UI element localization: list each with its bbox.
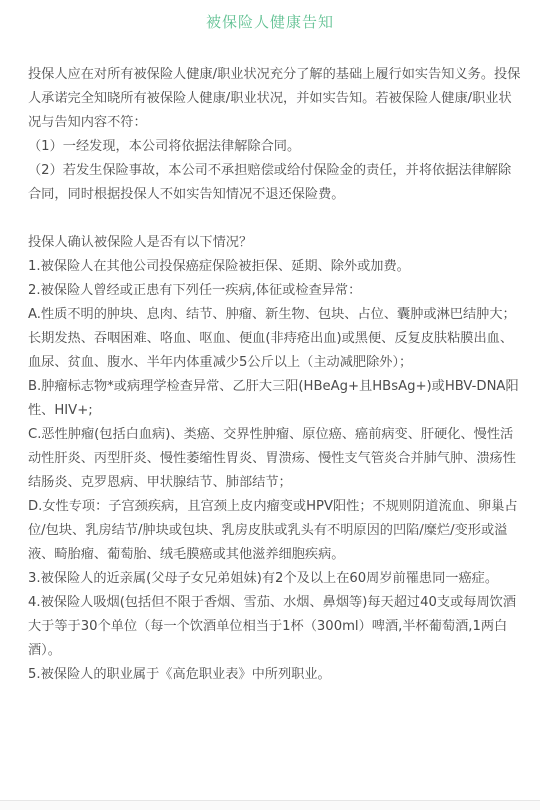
- condition-item-2: 2.被保险人曾经或正患有下列任一疾病,体征或检查异常：: [28, 283, 362, 298]
- notice-clause-1: （1）一经发现，本公司将依据法律解除合同。: [28, 139, 301, 154]
- paragraph-spacer: [28, 207, 524, 231]
- page-title: 被保险人健康告知: [205, 13, 334, 31]
- condition-item-5: 5.被保险人的职业属于《高危职业表》中所列职业。: [28, 667, 331, 682]
- condition-item-2d: D.女性专项：子宫颈疾病，且宫颈上皮内瘤变或HPV阳性；不规则阴道流血、卵巢占位/包块、乳房结节/肿块或包块、乳房皮肤或乳头有不明原因的凹陷/糜烂/变形或溢液、畸胎瘤、葡萄胎、绒毛膜癌或其他滋养细胞疾病。: [28, 499, 518, 562]
- confirm-question: 投保人确认被保险人是否有以下情况？: [28, 235, 253, 250]
- notice-body: [28, 63, 524, 687]
- condition-item-2a: A.性质不明的肿块、息肉、结节、肿瘤、新生物、包块、占位、囊肿或淋巴结肿大；长期发热、吞咽困难、咯血、呕血、便血(非痔疮出血)或黑便、反复皮肤粘膜出血、血尿、贫血、腹水、半年内体重减少5公斤以上（主动减肥除外）；: [28, 307, 516, 370]
- condition-item-2b: B.肿瘤标志物*或病理学检查异常、乙肝大三阳(HBeAg+且HBsAg+)或HBV-DNA阳性、HIV+;: [28, 379, 519, 418]
- notice-intro-paragraph: 投保人应在对所有被保险人健康/职业状况充分了解的基础上履行如实告知义务。投保人承诺完全知晓所有被保险人健康/职业状况，并如实告知。若被保险人健康/职业状况与告知内容不符：: [28, 67, 521, 130]
- condition-item-1: 1.被保险人在其他公司投保癌症保险被拒保、延期、除外或加费。: [28, 259, 410, 274]
- condition-item-4: 4.被保险人吸烟(包括但不限于香烟、雪茄、水烟、鼻烟等)每天超过40支或每周饮酒大于等于30个单位（每一个饮酒单位相当于1杯（300ml）啤酒,半杯葡萄酒,1两白酒）。: [28, 595, 517, 658]
- notice-clause-2: （2）若发生保险事故，本公司不承担赔偿或给付保险金的责任，并将依据法律解除合同，同时根据投保人不如实告知情况不退还保险费。: [28, 163, 512, 202]
- condition-item-2c: C.恶性肿瘤(包括白血病)、类癌、交界性肿瘤、原位癌、癌前病变、肝硬化、慢性活动性肝炎、丙型肝炎、慢性萎缩性胃炎、胃溃疡、慢性支气管炎合并肺气肿、溃疡性结肠炎、克罗恩病、甲状腺结节、肺部结节；: [28, 427, 516, 490]
- condition-item-3: 3.被保险人的近亲属(父母子女兄弟姐妹)有2个及以上在60周岁前罹患同一癌症。: [28, 571, 499, 586]
